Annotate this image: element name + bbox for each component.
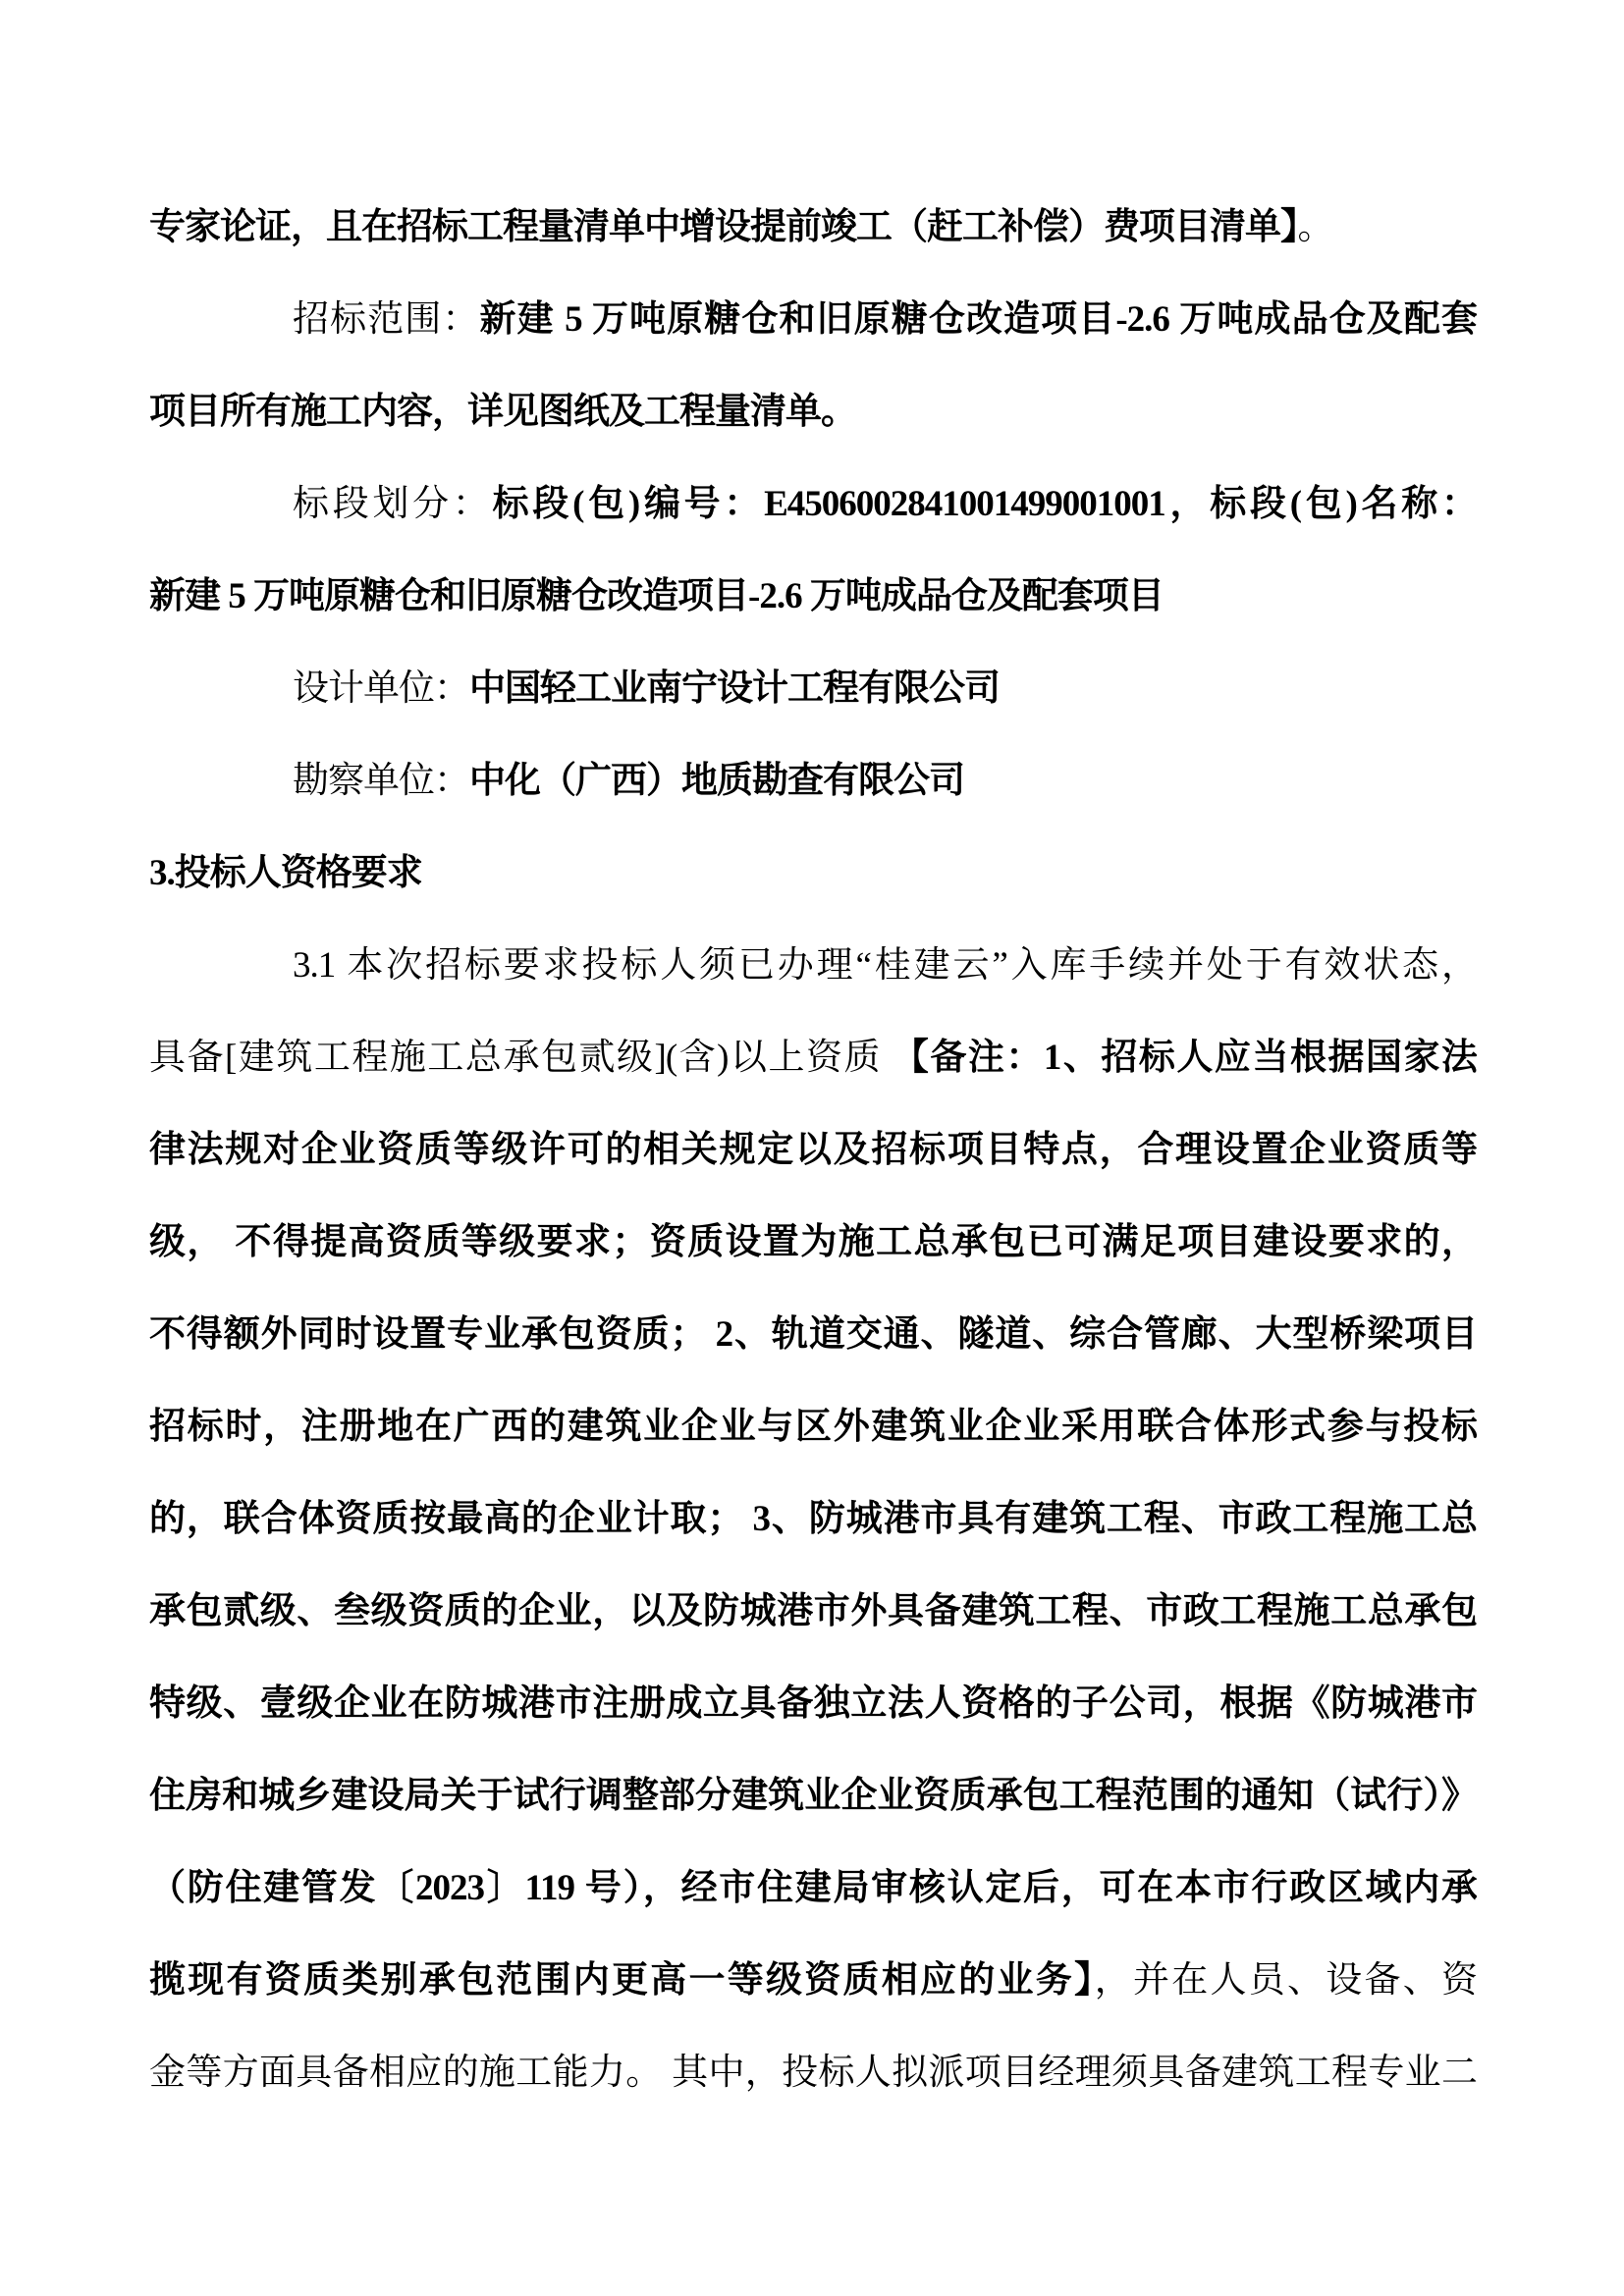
text-line [149, 643, 1477, 735]
text-run: 具备[建筑工程施工总承包贰级](含)以上资质 [149, 1038, 893, 1078]
text-run: 特级、壹级企业在防城港市注册成立具备独立法人资格的子公司，根据《防城港市 [149, 1683, 1477, 1724]
text-run: 住房和城乡建设局关于试行调整部分建筑业企业资质承包工程范围的通知（试行）》 [149, 1776, 1477, 1816]
text-line [149, 1381, 1477, 1473]
text-line [149, 366, 1477, 458]
text-run: 专家论证，且在招标工程量清单中增设提前竣工（赶工补偿）费项目清单】 [149, 207, 1298, 247]
text-line [149, 828, 1477, 920]
text-run: 新建 5 万吨原糖仓和旧原糖仓改造项目-2.6 万吨成品仓及配套 [479, 299, 1477, 340]
text-run: 勘察单位： [293, 761, 469, 801]
text-line [149, 735, 1477, 828]
text-run: 3.投标人资格要求 [149, 853, 422, 893]
text-run: 3.1 本次招标要求投标人须已办理“桂建云”入库手续并处于有效状态， [293, 945, 1477, 986]
text-run: （防住建管发〔2023〕119 号），经市住建局审核认定后，可在本市行政区域内承 [149, 1868, 1477, 1908]
text-line [149, 1566, 1477, 1658]
text-run: 招标时，注册地在广西的建筑业企业与区外建筑业企业采用联合体形式参与投标 [149, 1407, 1477, 1447]
text-line [149, 1473, 1477, 1566]
text-line [149, 920, 1477, 1012]
text-line [149, 551, 1477, 643]
text-run: 律法规对企业资质等级许可的相关规定以及招标项目特点，合理设置企业资质等 [149, 1130, 1477, 1170]
text-run: 的，联合体资质按最高的企业计取； 3、防城港市具有建筑工程、市政工程施工总 [149, 1499, 1477, 1539]
text-run: 揽现有资质类别承包范围内更高一等级资质相应的业务】 [149, 1960, 1095, 2001]
text-run: 标段划分： [293, 484, 493, 524]
text-line [149, 1289, 1477, 1381]
text-run: 。 [1297, 207, 1333, 247]
text-run: 中化（广西）地质勘查有限公司 [469, 761, 964, 801]
text-line [149, 2027, 1477, 2119]
text-run: 级， 不得提高资质等级要求；资质设置为施工总承包已可满足项目建设要求的， [149, 1222, 1477, 1262]
text-run: 不得额外同时设置专业承包资质； 2、轨道交通、隧道、综合管廊、大型桥梁项目 [149, 1314, 1477, 1355]
text-line [149, 1012, 1477, 1104]
text-run: 【备注：1、招标人应当根据国家法 [892, 1038, 1477, 1078]
text-run: 标段(包)编号：E4506002841001499001001，标段(包)名称： [492, 484, 1477, 524]
text-line [149, 1750, 1477, 1842]
text-run: 项目所有施工内容，详见图纸及工程量清单。 [149, 392, 856, 432]
text-line [149, 1842, 1477, 1935]
text-line [149, 1197, 1477, 1289]
text-run: 承包贰级、叁级资质的企业，以及防城港市外具备建筑工程、市政工程施工总承包 [149, 1591, 1477, 1631]
text-line [149, 458, 1477, 551]
text-run: 中国轻工业南宁设计工程有限公司 [469, 668, 1000, 709]
text-run: 金等方面具备相应的施工能力。 其中，投标人拟派项目经理须具备建筑工程专业二 [149, 2053, 1477, 2093]
text-line [149, 1935, 1477, 2027]
text-line [149, 274, 1477, 366]
text-run: ，并在人员、设备、资 [1094, 1960, 1477, 2001]
text-run: 招标范围： [293, 299, 480, 340]
text-run: 新建 5 万吨原糖仓和旧原糖仓改造项目-2.6 万吨成品仓及配套项目 [149, 576, 1164, 616]
text-run: 设计单位： [293, 668, 469, 709]
text-line [149, 182, 1477, 274]
text-line [149, 1658, 1477, 1750]
text-line [149, 1104, 1477, 1197]
